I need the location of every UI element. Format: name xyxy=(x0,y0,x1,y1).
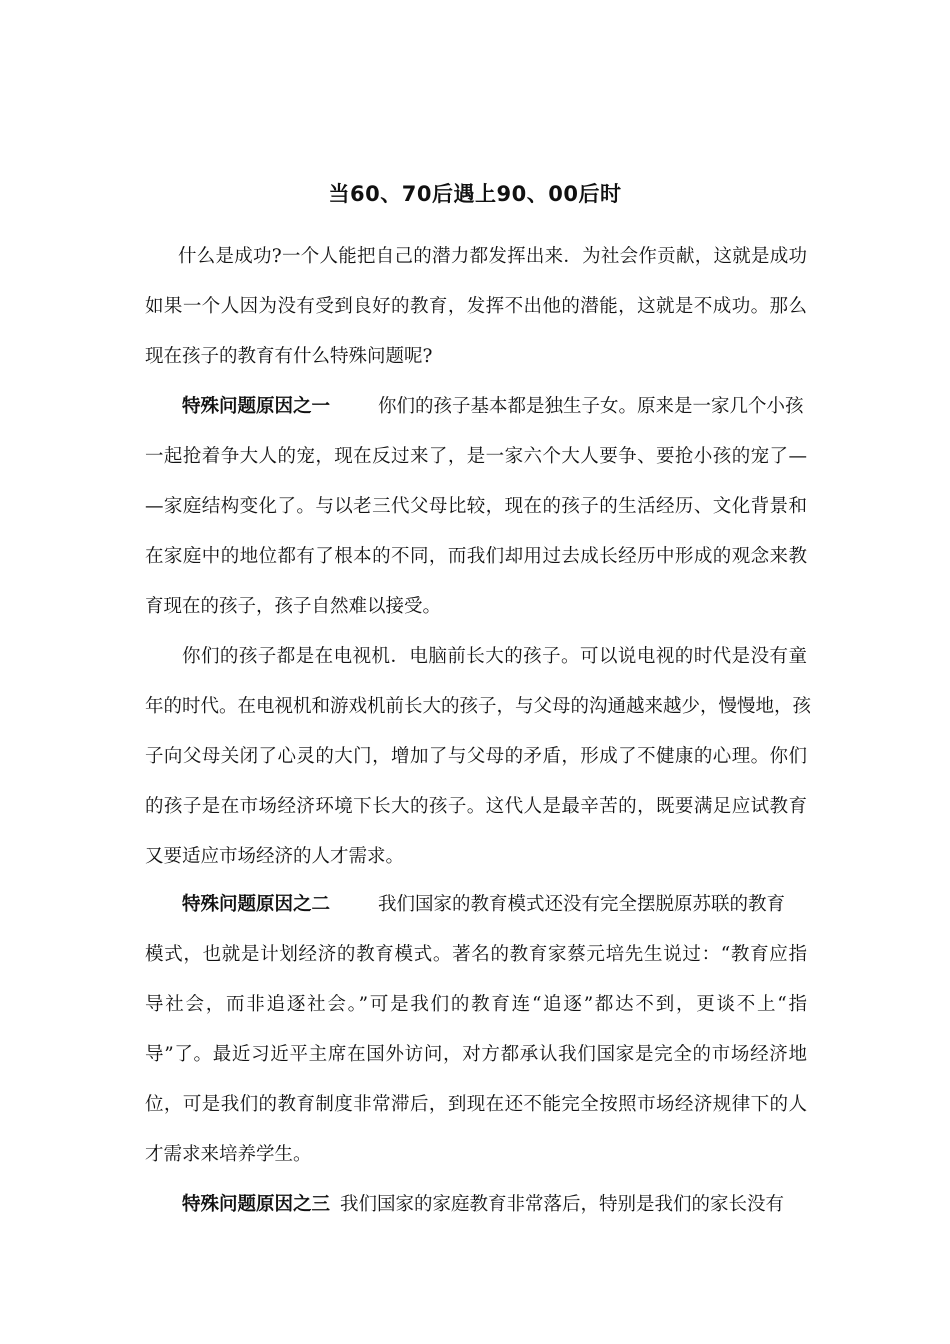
paragraph-first-line xyxy=(145,880,807,930)
paragraph-text: 我们国家的家庭教育非常落后，特别是我们的家长没有 xyxy=(340,1194,785,1215)
paragraph-line: 导”了。最近习近平主席在国外访问，对方都承认我们国家是完全的市场经济地 xyxy=(145,1044,807,1065)
paragraph-line: 才需求来培养学生。 xyxy=(145,1144,312,1165)
paragraph-1 xyxy=(145,232,807,382)
paragraph-line: 什么是成功?一个人能把自己的潜力都发挥出来．为社会作贡献，这就是成功 xyxy=(178,246,807,267)
paragraph-line: 年的时代。在电视机和游戏机前长大的孩子，与父母的沟通越来越少，慢慢地，孩 xyxy=(145,696,812,717)
paragraph-line: 又要适应市场经济的人才需求。 xyxy=(145,846,405,867)
paragraph-first-line xyxy=(145,382,807,432)
paragraph-line: 育现在的孩子，孩子自然难以接受。 xyxy=(145,596,442,617)
paragraph-line: 如果一个人因为没有受到良好的教育，发挥不出他的潜能，这就是不成功。那么 xyxy=(145,296,807,317)
paragraph-2 xyxy=(145,382,807,632)
section-heading: 特殊问题原因之二 xyxy=(182,894,331,915)
paragraph-text: 你们的孩子基本都是独生子女。原来是一家几个小孩 xyxy=(378,396,804,417)
paragraph-line: 你们的孩子都是在电视机．电脑前长大的孩子。可以说电视的时代是没有童 xyxy=(182,646,807,667)
paragraph-first-line xyxy=(145,1180,807,1230)
paragraph-text: 我们国家的教育模式还没有完全摆脱原苏联的教育 xyxy=(378,894,786,915)
paragraph-line: 位，可是我们的教育制度非常滞后，到现在还不能完全按照市场经济规律下的人 xyxy=(145,1094,807,1115)
paragraph-line: 的孩子是在市场经济环境下长大的孩子。这代人是最辛苦的，既要满足应试教育 xyxy=(145,796,807,817)
section-heading: 特殊问题原因之三 xyxy=(182,1194,331,1215)
paragraph-5 xyxy=(145,1180,807,1230)
paragraph-3 xyxy=(145,632,812,882)
paragraph-line: —家庭结构变化了。与以老三代父母比较，现在的孩子的生活经历、文化背景和 xyxy=(145,496,807,517)
paragraph-line: 现在孩子的教育有什么特殊问题呢? xyxy=(145,346,433,367)
paragraph-line: 一起抢着争大人的宠，现在反过来了，是一家六个大人要争、要抢小孩的宠了— xyxy=(145,446,807,467)
paragraph-line: 导社会，而非追逐社会。”可是我们的教育连“追逐”都达不到，更谈不上“指 xyxy=(145,994,807,1015)
paragraph-4 xyxy=(145,880,807,1180)
paragraph-line: 模式，也就是计划经济的教育模式。著名的教育家蔡元培先生说过：“教育应指 xyxy=(145,944,807,965)
paragraph-line: 子向父母关闭了心灵的大门，增加了与父母的矛盾，形成了不健康的心理。你们 xyxy=(145,746,807,767)
paragraph-line: 在家庭中的地位都有了根本的不同，而我们却用过去成长经历中形成的观念来教 xyxy=(145,546,807,567)
section-heading: 特殊问题原因之一 xyxy=(182,396,331,417)
document-title: 当60、70后遇上90、00后时 xyxy=(328,182,622,206)
